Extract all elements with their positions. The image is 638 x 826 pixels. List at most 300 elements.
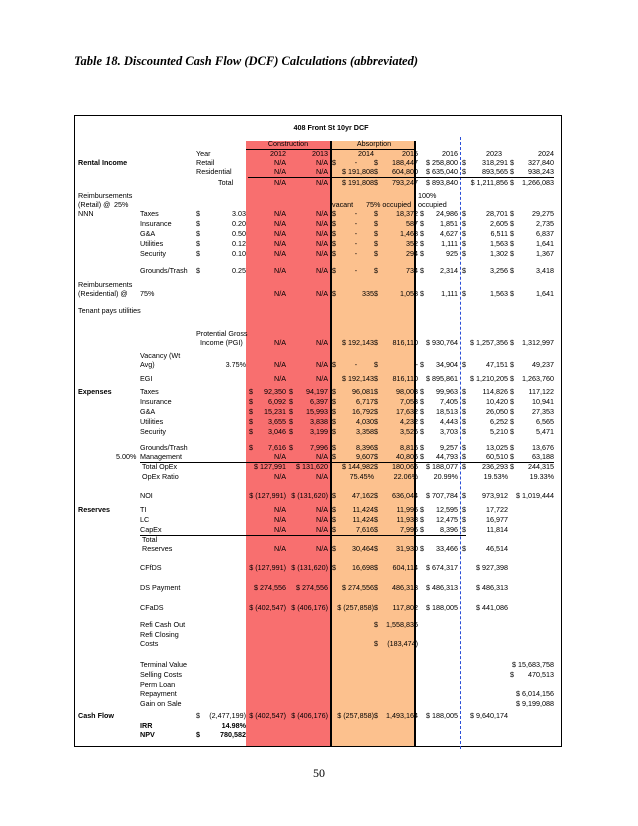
dollar-sign: $	[249, 397, 253, 406]
value-cell: 1,111	[441, 239, 458, 248]
row-label: (Residential) @	[78, 289, 128, 298]
tenant-note: Tenant pays utilities	[78, 306, 141, 315]
row-label: G&A	[140, 407, 156, 416]
value-cell: 16,792	[352, 407, 374, 416]
section-reserves: Reserves	[78, 505, 110, 514]
value-cell: 44,793	[436, 452, 458, 461]
year-header: 2023	[486, 149, 502, 158]
dollar-sign: $	[374, 443, 378, 452]
dollar-sign: $	[332, 443, 336, 452]
row-label: CFaDS	[140, 603, 164, 612]
dollar-sign: $	[374, 639, 378, 648]
value-cell: 49,237	[532, 360, 554, 369]
dollar-sign: $	[374, 603, 378, 612]
dollar-sign: $	[420, 525, 424, 534]
value-cell: $ 258,800	[426, 158, 458, 167]
dollar-sign: $	[374, 544, 378, 553]
value-cell: $	[374, 158, 378, 167]
value-cell: $ 635,040	[426, 167, 458, 176]
row-label: 75%	[140, 289, 155, 298]
value-cell: 1,111	[441, 289, 458, 298]
row-label: Reimbursements	[78, 280, 133, 289]
dollar-sign: $	[510, 407, 514, 416]
row-label: Insurance	[140, 219, 172, 228]
value-cell: 3,256	[490, 266, 508, 275]
dollar-sign: $	[462, 360, 466, 369]
value-cell: 11,424	[352, 505, 374, 514]
dollar-sign: $	[462, 249, 466, 258]
value-cell: 12,595	[436, 505, 458, 514]
dollar-sign: $	[332, 417, 336, 426]
value-cell: N/A	[316, 338, 328, 347]
value-cell: N/A	[274, 544, 286, 553]
dollar-sign: $	[462, 515, 466, 524]
value-cell: 19.53%	[483, 472, 508, 481]
rate-cell: 0.12	[232, 239, 246, 248]
rate-cell: 3.75%	[225, 360, 246, 369]
value-cell: $	[462, 158, 466, 167]
row-label: Refi Cash Out	[140, 620, 186, 629]
row-label: Perm Loan	[140, 680, 176, 689]
dollar-sign: $	[420, 515, 424, 524]
dollar-sign: $	[374, 505, 378, 514]
row-label: Protential Gross	[196, 329, 248, 338]
dollar-sign: $	[374, 209, 378, 218]
row-label: Avg)	[140, 360, 155, 369]
row-label: Insurance	[140, 397, 172, 406]
dollar-sign: $	[374, 289, 378, 298]
value-cell: N/A	[274, 525, 286, 534]
value-cell: N/A	[274, 158, 286, 167]
value-cell: 3,199	[310, 427, 328, 436]
dollar-sign: $	[332, 563, 336, 572]
value-cell: 1,563	[490, 239, 508, 248]
value-cell: $ 192,143	[342, 374, 374, 383]
value-cell: 734	[406, 266, 418, 275]
value-cell: 9,607	[356, 452, 374, 461]
dollar-sign: $	[289, 387, 293, 396]
value-cell: 11,814	[486, 525, 508, 534]
dollar-sign: $	[332, 219, 336, 228]
dollar-sign: $	[332, 249, 336, 258]
value-cell: 4,443	[440, 417, 458, 426]
npv-value: 780,582	[220, 730, 246, 739]
value-cell: $ (402,547)	[249, 711, 286, 720]
value-cell: N/A	[316, 544, 328, 553]
dollar-sign: $	[420, 407, 424, 416]
dollar-sign: $	[462, 452, 466, 461]
value-cell: $ 9,640,174	[470, 711, 508, 720]
value-cell: 98,003	[396, 387, 418, 396]
dollar-sign: $	[374, 387, 378, 396]
row-label: CFfDS	[140, 563, 162, 572]
dollar-sign: $	[510, 670, 514, 679]
value-cell: 17,632	[396, 407, 418, 416]
dollar-sign: $	[462, 289, 466, 298]
value-cell: $ 895,861	[426, 374, 458, 383]
dollar-sign: $	[332, 505, 336, 514]
value-cell: 1,851	[440, 219, 458, 228]
dollar-sign: $	[510, 397, 514, 406]
value-cell: 63,188	[532, 452, 554, 461]
dollar-sign: $	[420, 289, 424, 298]
value-cell: 1,558,836	[386, 620, 418, 629]
value-cell: 13,676	[532, 443, 554, 452]
row-label: Utilities	[140, 417, 164, 426]
value-cell: 180,066	[392, 462, 418, 471]
section-rental-income: Rental Income	[78, 158, 128, 167]
value-cell: 7,616	[356, 525, 374, 534]
value-cell: -	[354, 219, 358, 228]
dollar-sign: $	[196, 209, 200, 218]
dollar-sign: $	[249, 407, 253, 416]
value-cell: N/A	[316, 452, 328, 461]
value-cell: N/A	[316, 515, 328, 524]
dollar-sign: $	[332, 360, 336, 369]
dollar-sign: $	[510, 443, 514, 452]
value-cell: 2,605	[490, 219, 508, 228]
rate-cell: 5.00%	[116, 452, 137, 461]
value-cell: $ 441,086	[476, 603, 508, 612]
year-header: 2012	[270, 149, 286, 158]
value-cell: 2,735	[536, 219, 554, 228]
dollar-sign: $	[374, 620, 378, 629]
dollar-sign: $	[420, 209, 424, 218]
value-cell: $ 1,257,356	[470, 338, 508, 347]
value-cell: 7,405	[440, 397, 458, 406]
dollar-sign: $	[374, 583, 378, 592]
value-cell: $ (406,176)	[291, 603, 328, 612]
dollar-sign: $	[510, 289, 514, 298]
row-label: Residential	[196, 167, 232, 176]
value-cell: 12,475	[436, 515, 458, 524]
value-cell: N/A	[274, 374, 286, 383]
occupancy-note: 75% occupied	[366, 200, 412, 209]
value-cell: $ 893,840	[426, 178, 458, 187]
row-label: Taxes	[140, 387, 159, 396]
year-header: 2014	[358, 149, 374, 158]
value-cell: 318,291	[482, 158, 508, 167]
dollar-sign: $	[510, 360, 514, 369]
value-cell: 1,493,164	[386, 711, 418, 720]
value-cell: $ (127,991)	[249, 491, 286, 500]
value-cell: 22.06%	[393, 472, 418, 481]
dollar-sign: $	[420, 544, 424, 553]
row-label: Security	[140, 249, 166, 258]
dollar-sign: $	[420, 219, 424, 228]
value-cell: 236,293	[482, 462, 508, 471]
value-cell: N/A	[316, 229, 328, 238]
value-cell: 6,717	[356, 397, 374, 406]
value-cell: 816,110	[392, 338, 418, 347]
row-label: Total	[142, 535, 158, 544]
value-cell: 6,565	[536, 417, 554, 426]
value-cell: $ 192,143	[342, 338, 374, 347]
value-cell: 18,372	[396, 209, 418, 218]
value-cell: (183,474)	[387, 639, 418, 648]
value-cell: 92,350	[264, 387, 286, 396]
value-cell: 19.33%	[529, 472, 554, 481]
value-cell: 6,511	[490, 229, 508, 238]
value-cell: 3,046	[268, 427, 286, 436]
value-cell: N/A	[274, 360, 286, 369]
dollar-sign: $	[332, 397, 336, 406]
value-cell: $ 927,398	[476, 563, 508, 572]
rate-cell: 0.10	[232, 249, 246, 258]
value-cell: N/A	[316, 239, 328, 248]
irr-label: IRR	[140, 721, 153, 730]
value-cell: $	[332, 158, 336, 167]
value-cell: 33,466	[436, 544, 458, 553]
dollar-sign: $	[374, 219, 378, 228]
dollar-sign: $	[196, 229, 200, 238]
section-cash-flow: Cash Flow	[78, 711, 114, 720]
value-cell: 94,197	[306, 387, 328, 396]
dollar-sign: $	[462, 443, 466, 452]
row-label: Terminal Value	[140, 660, 188, 669]
dollar-sign: $	[510, 249, 514, 258]
value-cell: $	[510, 178, 514, 187]
dollar-sign: $	[249, 427, 253, 436]
value-cell: 4,030	[356, 417, 374, 426]
value-cell: 3,526	[400, 427, 418, 436]
value-cell: 47,162	[352, 491, 374, 500]
value-cell: 31,930	[396, 544, 418, 553]
value-cell: $ 6,014,156	[516, 689, 554, 698]
dollar-sign: $	[420, 360, 424, 369]
value-cell: $	[510, 167, 514, 176]
value-cell: 4,232	[400, 417, 418, 426]
value-cell: $ (131,620)	[291, 563, 328, 572]
value-cell: 26,050	[486, 407, 508, 416]
row-label: Vacancy (Wt	[140, 351, 181, 360]
value-cell: -	[354, 239, 358, 248]
dollar-sign: $	[462, 397, 466, 406]
value-cell: 1,641	[536, 239, 554, 248]
dollar-sign: $	[332, 427, 336, 436]
dollar-sign: $	[510, 266, 514, 275]
value-cell: -	[354, 266, 358, 275]
row-label: NNN	[78, 209, 94, 218]
row-label: Security	[140, 427, 166, 436]
value-cell: $ (131,620)	[291, 491, 328, 500]
value-cell: 6,397	[310, 397, 328, 406]
value-cell: 10,941	[532, 397, 554, 406]
dollar-sign: $	[374, 525, 378, 534]
value-cell: -	[354, 158, 358, 167]
row-label: NOI	[140, 491, 153, 500]
occupancy-note: vacant	[332, 200, 354, 209]
value-cell: $ 707,784	[426, 491, 458, 500]
dollar-sign: $	[249, 417, 253, 426]
value-cell: $ 274,556	[254, 583, 286, 592]
value-cell: N/A	[274, 209, 286, 218]
phase-absorption: Absorption	[356, 139, 392, 148]
npv-label: NPV	[140, 730, 155, 739]
dollar-sign: $	[374, 229, 378, 238]
dollar-sign: $	[332, 229, 336, 238]
dollar-sign: $	[289, 443, 293, 452]
value-cell: 11,424	[352, 515, 374, 524]
row-label: Taxes	[140, 209, 159, 218]
value-cell: 3,838	[310, 417, 328, 426]
occupancy-note: occupied	[418, 200, 447, 209]
dollar-sign: $	[420, 266, 424, 275]
rate-cell: 0.20	[232, 219, 246, 228]
value-cell: N/A	[274, 167, 286, 176]
value-cell: 11,938	[396, 515, 418, 524]
value-cell: 188,447	[392, 158, 418, 167]
value-cell: $ 127,991	[254, 462, 286, 471]
dollar-sign: $	[332, 289, 336, 298]
row-label: Reimbursements	[78, 191, 133, 200]
value-cell: 17,722	[486, 505, 508, 514]
value-cell: 3,703	[440, 427, 458, 436]
value-cell: $ 486,313	[426, 583, 458, 592]
value-cell: -	[354, 249, 358, 258]
sheet-title: 408 Front St 10yr DCF	[293, 123, 369, 132]
dollar-sign: $	[510, 209, 514, 218]
value-cell: N/A	[274, 472, 286, 481]
dollar-sign: $	[289, 427, 293, 436]
row-label: Retail	[196, 158, 215, 167]
dollar-sign: $	[289, 417, 293, 426]
value-cell: 11,995	[396, 505, 418, 514]
value-cell: 5,210	[490, 427, 508, 436]
value-cell: N/A	[274, 219, 286, 228]
dollar-sign: $	[510, 417, 514, 426]
dollar-sign: $	[510, 462, 514, 471]
value-cell: N/A	[316, 360, 328, 369]
rate-cell: 3.03	[232, 209, 246, 218]
value-cell: 587	[406, 219, 418, 228]
dollar-sign: $	[374, 491, 378, 500]
value-cell: 30,464	[352, 544, 374, 553]
value-cell: 470,513	[528, 670, 554, 679]
value-cell: 1,468	[400, 229, 418, 238]
value-cell: 327,840	[528, 158, 554, 167]
value-cell: $ 144,982	[342, 462, 374, 471]
dollar-sign: $	[462, 544, 466, 553]
value-cell: $ 188,077	[426, 462, 458, 471]
value-cell: 3,358	[356, 427, 374, 436]
value-cell: 938,243	[528, 167, 554, 176]
value-cell: 7,996	[310, 443, 328, 452]
dollar-sign: $	[462, 219, 466, 228]
dollar-sign: $	[462, 229, 466, 238]
value-cell: 294	[406, 249, 418, 258]
value-cell: 117,802	[392, 603, 418, 612]
value-cell: 99,963	[436, 387, 458, 396]
value-cell: 8,396	[440, 525, 458, 534]
dollar-sign: $	[462, 491, 466, 500]
row-label: Selling Costs	[140, 670, 182, 679]
value-cell: $	[510, 158, 514, 167]
value-cell: N/A	[274, 178, 286, 187]
value-cell: 925	[446, 249, 458, 258]
dollar-sign: $	[374, 266, 378, 275]
value-cell: $ 930,764	[426, 338, 458, 347]
value-cell: N/A	[274, 452, 286, 461]
value-cell: 60,510	[486, 452, 508, 461]
dollar-sign: $	[332, 209, 336, 218]
dollar-sign: $	[510, 427, 514, 436]
dollar-sign: $	[420, 417, 424, 426]
value-cell: $ 1,211,856	[470, 178, 508, 187]
row-label: Total OpEx	[142, 462, 178, 471]
row-label: Costs	[140, 639, 159, 648]
value-cell: 18,513	[436, 407, 458, 416]
value-cell: N/A	[316, 219, 328, 228]
value-cell: $ (127,991)	[249, 563, 286, 572]
value-cell: N/A	[316, 209, 328, 218]
dollar-sign: $	[510, 338, 514, 347]
value-cell: 8,396	[356, 443, 374, 452]
value-cell: 1,563	[490, 289, 508, 298]
dollar-sign: $	[332, 387, 336, 396]
value-cell: 1,266,083	[522, 178, 554, 187]
dollar-sign: $	[196, 239, 200, 248]
dollar-sign: $	[462, 525, 466, 534]
value-cell: $ 191,808	[342, 178, 374, 187]
value-cell: $	[462, 167, 466, 176]
dollar-sign: $	[510, 229, 514, 238]
dollar-sign: $	[332, 544, 336, 553]
value-cell: N/A	[316, 525, 328, 534]
value-cell: N/A	[274, 239, 286, 248]
dollar-sign: $	[289, 407, 293, 416]
dollar-sign: $	[510, 219, 514, 228]
dollar-sign: $	[374, 374, 378, 383]
value-cell: $	[374, 167, 378, 176]
value-cell: N/A	[274, 266, 286, 275]
occupancy-note: 100%	[418, 191, 437, 200]
value-cell: $ 9,199,088	[516, 699, 554, 708]
value-cell: $ 131,620	[296, 462, 328, 471]
value-cell: 10,420	[486, 397, 508, 406]
value-cell: 352	[406, 239, 418, 248]
section-expenses: Expenses	[78, 387, 112, 396]
value-cell: 816,110	[392, 374, 418, 383]
value-cell: $	[374, 178, 378, 187]
row-label: (Retail) @	[78, 200, 111, 209]
value-cell: N/A	[316, 266, 328, 275]
dollar-sign: $	[332, 407, 336, 416]
value-cell: (2,477,199)	[209, 711, 246, 720]
dollar-sign: $	[374, 397, 378, 406]
dollar-sign: $	[374, 407, 378, 416]
row-label: Management	[140, 452, 182, 461]
value-cell: 75.45%	[349, 472, 374, 481]
row-label: CapEx	[140, 525, 162, 534]
value-cell: $ (402,547)	[249, 603, 286, 612]
page-number: 50	[313, 766, 325, 780]
row-label: EGI	[140, 374, 153, 383]
dollar-sign: $	[420, 427, 424, 436]
value-cell: 96,081	[352, 387, 374, 396]
value-cell: -	[354, 209, 358, 218]
value-cell: $ (257,858)	[337, 603, 374, 612]
row-label: Gain on Sale	[140, 699, 182, 708]
value-cell: N/A	[274, 515, 286, 524]
dollar-sign: $	[462, 505, 466, 514]
row-label: Total	[218, 178, 234, 187]
dollar-sign: $	[420, 387, 424, 396]
year-label: Year	[196, 149, 211, 158]
value-cell: $ 1,210,205	[470, 374, 508, 383]
value-cell: 29,275	[532, 209, 554, 218]
value-cell: N/A	[316, 505, 328, 514]
